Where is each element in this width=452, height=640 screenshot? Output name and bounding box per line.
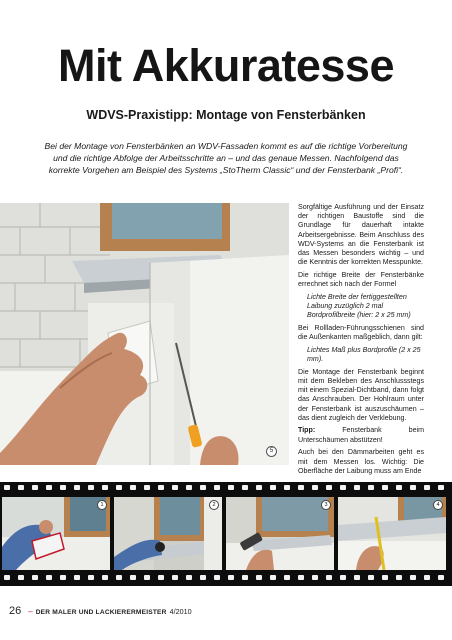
body-paragraph: Die Montage der Fensterbank beginnt mit dem Bekleben des Anschlussstegs mit einem Spezial-Dichtband, dann folgt das Anschrauben. Der Hohlraum unter der Fensterbank ist auszuschäumen – das dient zugleich der Verklebung. — [298, 367, 424, 422]
formula-text: Lichtes Maß plus Bordprofile (2 x 25 mm). — [307, 345, 421, 364]
formula-text: Lichte Breite der fertiggestellten Laibung zuzüglich 2 mal Bordprofilbreite (hier: 2 x 25 mm) — [307, 292, 411, 320]
tip-text: Fensterbank beim Unterschäumen abstützen! — [298, 426, 424, 444]
step-photo-4 — [338, 497, 446, 570]
tip-label: Tipp: — [298, 426, 316, 435]
step-photo-1-badge: 1 — [97, 500, 107, 510]
photo-filmstrip — [0, 482, 452, 586]
issue-number: 4/2010 — [169, 607, 192, 616]
page-number: 26 — [9, 605, 22, 617]
step-photo-3-badge: 3 — [321, 500, 331, 510]
main-photo-illustration — [0, 203, 289, 465]
footer-separator: – — [28, 607, 33, 616]
article-title: Mit Akkuratesse — [58, 40, 394, 91]
step-photo-2-badge: 2 — [209, 500, 219, 510]
page-footer — [9, 605, 192, 617]
step-photo-4-badge: 4 — [433, 500, 443, 510]
main-photo-window-sill — [0, 203, 289, 465]
step-photo-2 — [114, 497, 222, 570]
magazine-name: DER MALER UND LACKIERERMEISTER — [35, 609, 167, 616]
article-subtitle: WDVS-Praxistipp: Montage von Fensterbänken — [86, 108, 366, 122]
body-paragraph: Auch bei den Dämmarbeiten geht es mit dem Messen los. Wichtig: Die Oberfläche der Laibung muss am Ende — [298, 448, 424, 475]
main-photo-number-badge: 5 — [266, 446, 277, 457]
article-intro: Bei der Montage von Fensterbänken an WDV-Fassaden kommt es auf die richtige Vorbereitung und die richtige Abfolge der Arbeitsschritte an – und das genaue Messen. Nachfolgend das korrekte Vorgehen am Beispiel des Systems „StoTherm Classic“ und der Fensterbank „Profi“. — [44, 141, 408, 175]
filmstrip-perforation-top — [0, 485, 452, 493]
step-photo-3 — [226, 497, 334, 570]
step-photo-1 — [2, 497, 110, 570]
filmstrip-perforation-bottom — [0, 575, 452, 583]
step-photo-2-illustration — [114, 497, 222, 570]
step-photo-4-illustration — [338, 497, 446, 570]
article-body-column — [298, 203, 424, 479]
step-photo-3-illustration — [226, 497, 334, 570]
body-paragraph: Die richtige Breite der Fensterbänke errechnet sich nach der Formel — [298, 270, 424, 289]
tip-paragraph — [298, 426, 424, 444]
body-paragraph: Sorgfältige Ausführung und der Einsatz der richtigen Baustoffe sind die Grundlage für dauerhaft intakte Arbeitsergebnisse. Beim Anschluss des WDV-Systems an die Fensterbank ist das Messen besonders wichtig – und die Kenntnis der korrekten Messpunkte. — [298, 203, 424, 267]
step-photo-1-illustration — [2, 497, 110, 570]
body-paragraph: Bei Rollladen-Führungsschienen sind die Außenkanten maßgeblich, dann gilt: — [298, 323, 424, 342]
